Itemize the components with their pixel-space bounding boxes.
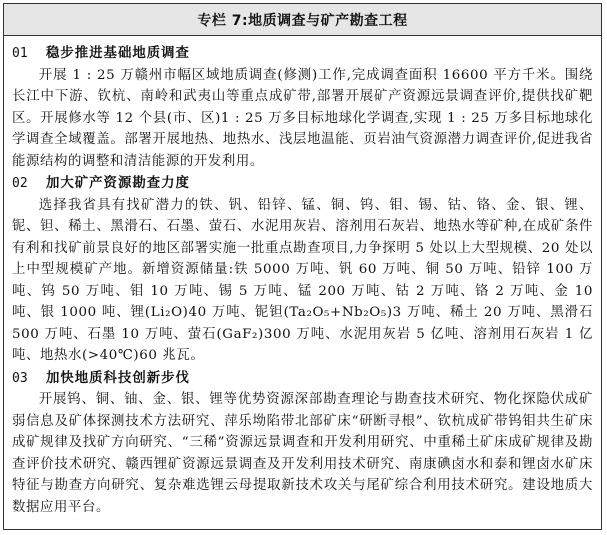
- section-number: 01: [12, 46, 28, 61]
- section-body: 选择我省具有找矿潜力的铁、钒、铅锌、锰、铜、钨、钼、锡、钴、铬、金、银、锂、铌、钽、稀土、黑滑石、石墨、萤石、水泥用灰岩、溶剂用石灰岩、地热水等矿种,在成矿条件有利和找矿前景良好的地区部署实施一批重点勘查项目,力争探明 5 处以上大型规模、20 处以上中型规模矿产地。新增资源储量:铁 5000 万吨、钒 60 万吨、铜 50 万吨、铅锌 100 万吨、钨 50 万吨、钼 10 万吨、锡 5 万吨、锰 200 万吨、钴 2 万吨、铬 2 万吨、金 10 吨、银 1000 吨、锂(Li₂O)40 万吨、铌钽(Ta₂O₅+Nb₂O₅)3 万吨、稀土 20 万吨、黑滑石 500 万吨、石墨 10 万吨、萤石(GaF₂)300 万吨、水泥用灰岩 5 亿吨、溶剂用石灰岩 1 亿吨、地热水(>40℃)60 兆瓦。: [12, 197, 593, 363]
- section-1: [12, 43, 593, 172]
- section-body: 开展钨、铜、铀、金、银、锂等优势资源深部勘查理论与勘查技术研究、物化探隐伏成矿弱信息及矿体探测技术方法研究、萍乐坳陷带北部矿床“研断寻根”、钦杭成矿带钨钼共生矿床成矿规律及找矿方向研究、“三稀”资源远景调查和开发利用研究、中重稀土矿床成矿规律及勘查评价技术研究、赣西锂矿资源远景调查及开发利用技术研究、南康碘卤水和泰和锂卤水矿床特征与勘查方向研究、复杂难选锂云母提取新技术攻关与尾矿综合利用技术研究。建设地质大数据应用平台。: [12, 392, 593, 515]
- section-2: [12, 173, 593, 367]
- section-heading: [12, 173, 593, 195]
- section-title: 加大矿产资源勘查力度: [46, 176, 190, 191]
- column-content: [4, 36, 601, 518]
- section-heading: [12, 368, 593, 390]
- column-box: [3, 3, 602, 530]
- column-title: 专栏 7:地质调查与矿产勘查工程: [4, 4, 601, 36]
- section-title: 加快地质科技创新步伐: [46, 370, 190, 386]
- section-number: 03: [12, 370, 28, 386]
- section-3: [12, 368, 593, 519]
- section-number: 02: [12, 176, 28, 191]
- section-heading: [12, 43, 593, 65]
- section-body: 开展 1 : 25 万赣州市幅区域地质调查(修测)工作,完成调查面积 16600 平方千米。围绕长江中下游、钦杭、南岭和武夷山等重点成矿带,部署开展矿产资源远景调查评价,提供找矿靶区。开展修水等 12 个县(市、区)1 : 25 万多目标地球化学调查,实现 1 : 25 万多目标地球化学调查全域覆盖。部署开展地热、地热水、浅层地温能、页岩油气资源潜力调查评价,促进我省能源结构的调整和清洁能源的开发利用。: [12, 67, 593, 169]
- section-title: 稳步推进基础地质调查: [46, 46, 190, 61]
